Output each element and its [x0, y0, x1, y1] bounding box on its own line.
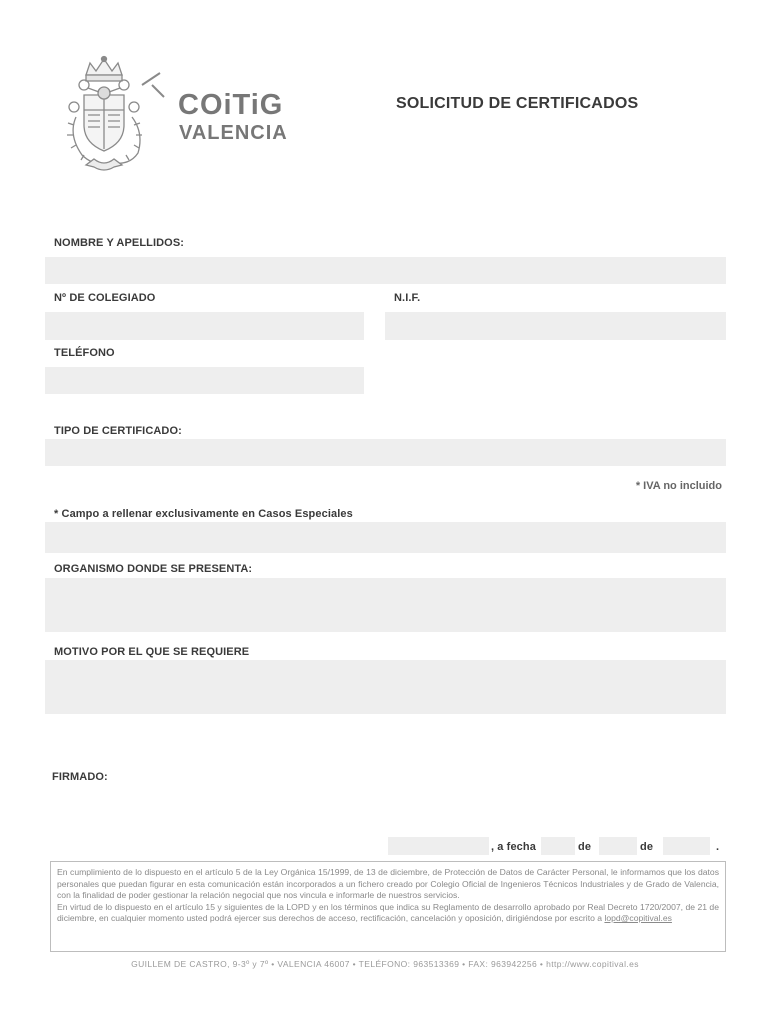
iva-note: * IVA no incluido: [635, 480, 722, 492]
nif-label: N.I.F.: [394, 292, 421, 304]
organismo-input[interactable]: [45, 578, 726, 632]
day-input[interactable]: [541, 837, 575, 855]
lopd-email-link[interactable]: lopd@copitival.es: [604, 913, 672, 923]
casos-especiales-label: * Campo a rellenar exclusivamente en Casos Especiales: [54, 508, 353, 520]
firmado-label: FIRMADO:: [52, 771, 108, 783]
logo: [64, 55, 309, 175]
casos-especiales-input[interactable]: [45, 522, 726, 553]
date-period: .: [716, 841, 720, 853]
motivo-label: MOTIVO POR EL QUE SE REQUIERE: [54, 646, 250, 658]
telefono-label: TELÉFONO: [54, 347, 115, 359]
legal-paragraph-1: En cumplimiento de lo dispuesto en el artículo 5 de la Ley Orgánica 15/1999, de 13 de diciembre, de Protección de Datos de Carácter Personal, le informamos que los datos personales que puedan figurar en esta comunicación están incorporados a un fichero creado por Colegio Oficial de Ingenieros Técnicos Industriales y de Grado de Valencia, con la finalidad de poder gestionar la relación negocial que nos vincula e informarle de nuestros servicios.: [57, 867, 719, 900]
tipo-certificado-input[interactable]: [45, 439, 726, 466]
month-input[interactable]: [599, 837, 637, 855]
colegiado-input[interactable]: [45, 312, 364, 340]
logo-text-coitig: COiTiG: [178, 89, 284, 121]
motivo-input[interactable]: [45, 660, 726, 714]
place-input[interactable]: [388, 837, 489, 855]
tipo-certificado-label: TIPO DE CERTIFICADO:: [54, 425, 182, 437]
nombre-input[interactable]: [45, 257, 726, 284]
year-input[interactable]: [663, 837, 710, 855]
footer-address: GUILLEM DE CASTRO, 9-3º y 7º • VALENCIA 46007 • TELÉFONO: 963513369 • FAX: 963942256 • http://www.copitival.es: [131, 959, 639, 969]
organismo-label: ORGANISMO DONDE SE PRESENTA:: [54, 563, 253, 575]
page-title: SOLICITUD DE CERTIFICADOS: [396, 95, 639, 112]
de-label-2: de: [640, 841, 654, 853]
coat-of-arms-icon: [64, 55, 176, 175]
nif-input[interactable]: [385, 312, 726, 340]
de-label-1: de: [578, 841, 592, 853]
logo-text-valencia: VALENCIA: [179, 122, 288, 144]
a-fecha-label: , a fecha: [491, 841, 536, 853]
legal-notice: [50, 861, 726, 952]
nombre-label: NOMBRE Y APELLIDOS:: [54, 237, 185, 249]
telefono-input[interactable]: [45, 367, 364, 394]
legal-paragraph-2: [57, 902, 719, 925]
colegiado-label: Nº DE COLEGIADO: [54, 292, 156, 304]
legal-paragraph-2-text: En virtud de lo dispuesto en el artículo 15 y siguientes de la LOPD y en los términos que indica su Reglamento de desarrollo aprobado por Real Decreto 1720/2007, de 21 de diciembre, en cualquier momento usted podrá ejercer sus derechos de acceso, rectificación, cancelación y oposición, dirigiéndose por escrito a: [57, 901, 719, 923]
